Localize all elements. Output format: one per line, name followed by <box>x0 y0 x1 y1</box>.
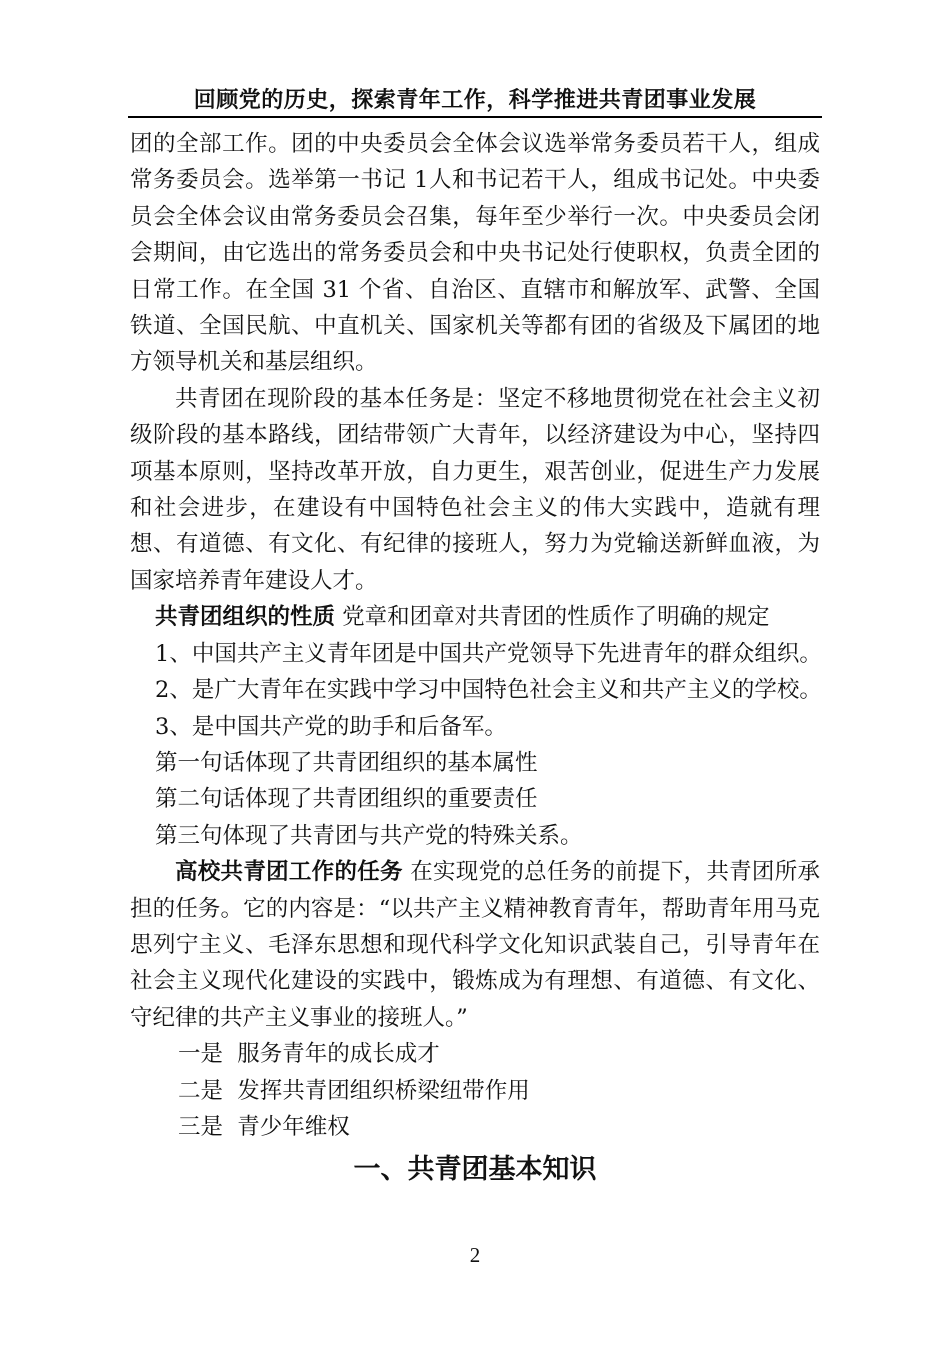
page-number: 2 <box>469 1243 481 1267</box>
nature-item-3: 3、是中国共产党的助手和后备军。 <box>155 713 507 740</box>
task-text: 在实现党的总任务的前提下，共青团所承担的任务。它的内容是：“以共产主义精神教育青年，帮助青年用马克思列宁主义、毛泽东思想和现代科学文化知识武装自己，引导青年在社会主义现代化建设的实践中，锻炼成为有理想、有道德、有文化、守纪律的共产主义事业的接班人。” <box>130 859 820 1031</box>
nature-note-3: 第三句体现了共青团与共产党的特殊关系。 <box>155 822 583 849</box>
section-title: 一、共青团基本知识 <box>353 1154 597 1185</box>
nature-heading: 共青团组织的性质 <box>155 604 336 631</box>
paragraph-basic-task: 共青团在现阶段的基本任务是：坚定不移地贯彻党在社会主义初级阶段的基本路线，团结带领广大青年，以经济建设为中心，坚持四项基本原则，坚持改革开放，自力更生，艰苦创业，促进生产力发展和社会进步，在建设有中国特色社会主义的伟大实践中，造就有理想、有道德、有文化、有纪律的接班人，努力为党输送新鲜血液，为国家培养青年建设人才。 <box>130 385 820 594</box>
nature-note-1: 第一句话体现了共青团组织的基本属性 <box>155 749 538 776</box>
task-item-1: 一是 服务青年的成长成才 <box>178 1041 440 1068</box>
nature-item-1: 1、中国共产主义青年团是中国共产党领导下先进青年的群众组织。 <box>155 640 822 667</box>
task-item-2: 二是 发挥共青团组织桥梁纽带作用 <box>178 1077 530 1104</box>
nature-note-2: 第二句话体现了共青团组织的重要责任 <box>155 786 538 813</box>
body-text <box>130 126 820 1145</box>
paragraph-continued: 团的全部工作。团的中央委员会全体会议选举常务委员若干人，组成常务委员会。选举第一书记 1人和书记若干人，组成书记处。中央委员会全体会议由常务委员会召集，每年至少举行一次。中央委员会闭会期间，由它选出的常务委员会和中央书记处行使职权，负责全团的日常工作。在全国 31 个省、自治区、直辖市和解放军、武警、全国铁道、全国民航、中直机关、国家机关等都有团的省级及下属团的地方领导机关和基层组织。 <box>130 131 820 376</box>
nature-item-2: 2、是广大青年在实践中学习中国特色社会主义和共产主义的学校。 <box>155 677 822 704</box>
task-paragraph <box>130 854 820 1036</box>
task-item-3: 三是 青少年维权 <box>178 1113 350 1140</box>
nature-intro: 党章和团章对共青团的性质作了明确的规定 <box>335 604 770 631</box>
running-header: 回顾党的历史，探索青年工作，科学推进共青团事业发展 <box>128 86 822 118</box>
nature-heading-line <box>130 599 820 635</box>
task-heading: 高校共青团工作的任务 <box>175 859 403 886</box>
